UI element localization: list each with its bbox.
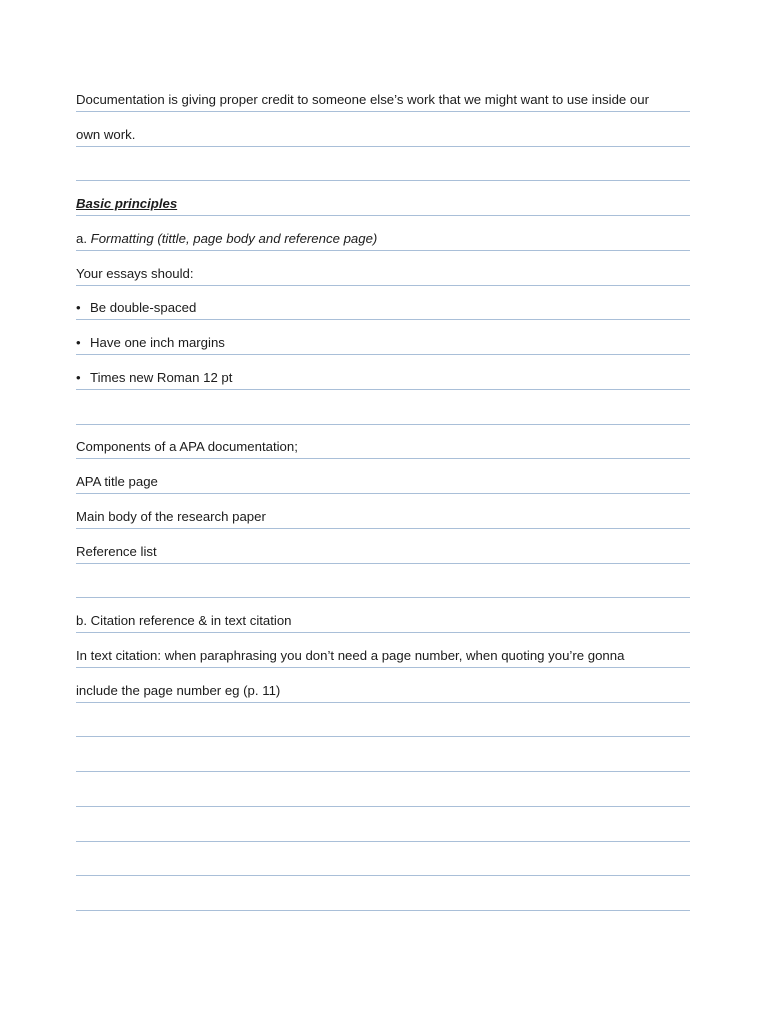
ruled-line	[76, 77, 690, 112]
paragraph-text: own work.	[76, 126, 136, 142]
ruled-line	[76, 355, 690, 390]
paragraph-text: Documentation is giving proper credit to someone else’s work that we might want to use inside our	[76, 91, 649, 107]
paragraph-text: Reference list	[76, 543, 157, 559]
line-text	[76, 544, 157, 560]
line-text	[76, 231, 377, 247]
ruled-line	[76, 147, 690, 182]
paragraph-text: In text citation: when paraphrasing you don’t need a page number, when quoting you’re gonna	[76, 647, 625, 663]
ruled-line	[76, 807, 690, 842]
ruled-line	[76, 564, 690, 599]
bullet-icon: •	[76, 335, 81, 351]
ruled-line	[76, 738, 690, 773]
paragraph-text: b. Citation reference & in text citation	[76, 613, 292, 629]
ruled-line	[76, 877, 690, 912]
ruled-line	[76, 216, 690, 251]
line-text	[76, 474, 158, 490]
ruled-line	[76, 182, 690, 217]
line-text	[76, 439, 298, 455]
paragraph-text: APA title page	[76, 474, 158, 490]
ruled-line	[76, 390, 690, 425]
ruled-line	[76, 286, 690, 321]
line-text	[76, 300, 196, 316]
line-text	[76, 370, 232, 386]
bullet-text: Have one inch margins	[90, 335, 225, 351]
line-text	[76, 266, 194, 282]
ruled-line	[76, 112, 690, 147]
ruled-line	[76, 772, 690, 807]
ruled-line	[76, 251, 690, 286]
line-text	[76, 509, 266, 525]
ruled-line	[76, 529, 690, 564]
line-text	[76, 335, 225, 351]
paragraph-text: Main body of the research paper	[76, 508, 266, 524]
subheading-text: Formatting (tittle, page body and reference page)	[90, 230, 378, 246]
paragraph-text: Your essays should:	[76, 265, 194, 281]
paragraph-text: include the page number eg (p. 11)	[76, 682, 281, 698]
ruled-line	[76, 633, 690, 668]
line-text	[76, 648, 624, 664]
bullet-icon: •	[76, 369, 81, 385]
ruled-line	[76, 460, 690, 495]
bullet-text: Be double-spaced	[90, 300, 197, 316]
line-text	[76, 127, 135, 143]
paragraph-text: Components of a APA documentation;	[76, 439, 298, 455]
line-text	[76, 92, 649, 108]
bullet-icon: •	[76, 300, 81, 316]
ruled-line	[76, 703, 690, 738]
ruled-line	[76, 668, 690, 703]
section-heading: Basic principles	[76, 196, 178, 212]
ruled-line	[76, 494, 690, 529]
line-text	[76, 196, 177, 212]
line-text	[76, 613, 292, 629]
ruled-line	[76, 425, 690, 460]
list-prefix: a.	[76, 230, 91, 246]
ruled-line	[76, 321, 690, 356]
bullet-text: Times new Roman 12 pt	[90, 369, 233, 385]
ruled-line	[76, 842, 690, 877]
line-text	[76, 683, 280, 699]
ruled-line	[76, 599, 690, 634]
